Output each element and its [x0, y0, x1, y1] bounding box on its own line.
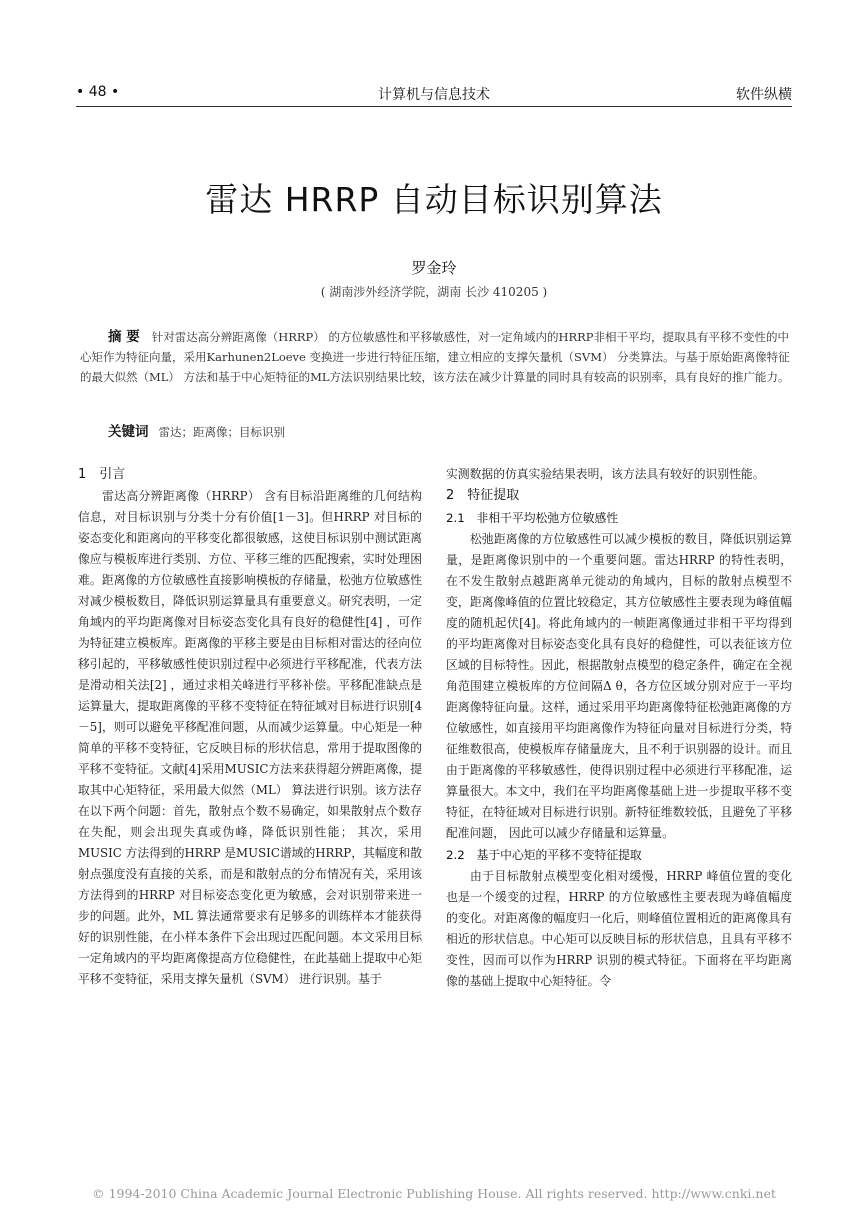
- left-column: [78, 464, 422, 990]
- abstract-label: 摘 要: [108, 329, 140, 345]
- subsection-2-1-text: 松弛距离像的方位敏感性可以减少模板的数目，降低识别运算量，是距离像识别中的一个重要问题。雷达HRRP 的特性表明，在不发生散射点越距离单元徙动的角域内，目标的散射点模型不变，距离像峰值的位置比较稳定，其方位敏感性主要表现为峰值幅度的随机起伏[4]。将此角域内的一帧距离像通过非相干平均得到的平均距离像对目标姿态变化具有良好的稳健性，可以表征该方位区域的目标特性。因此，根据散射点模型的稳定条件，确定在全视角范围建立模板库的方位间隔Δ θ，各方位区域分别对应于一平均距离像特征向量。这样，通过采用平均距离像特征松弛距离像的方位敏感性，如直接用平均距离像作为特征向量对目标进行分类，特征维数很高，使模板库存储量庞大，且不利于识别器的设计。而且由于距离像的平移敏感性，使得识别过程中必须进行平移配准，运算量很大。本文中，我们在平均距离像基础上进一步提取平移不变特征，在特征域对目标进行识别。新特征维数较低，且避免了平移配准问题， 因此可以减少存储量和运算量。: [446, 532, 792, 840]
- subsection-2-2-text: 由于目标散射点模型变化相对缓慢，HRRP 峰值位置的变化也是一个缓变的过程，HRRP 的方位敏感性主要表现为峰值幅度的变化。对距离像的幅度归一化后，则峰值位置相近的距离像具有相近的形状信息。中心矩可以反映目标的形状信息，且具有平移不变性，因而可以作为HRRP 识别的模式特征。下面将在平均距离像的基础上提取中心矩特征。令: [446, 869, 792, 988]
- affiliation: ( 湖南涉外经济学院，湖南 长沙 410205 ): [320, 285, 548, 299]
- paper-title: 雷达 HRRP 自动目标识别算法: [205, 180, 663, 219]
- abstract-text: 针对雷达高分辨距离像（HRRP） 的方位敏感性和平移敏感性，对一定角域内的HRRP非相干平均，提取具有平移不变性的中心矩作为特征向量，采用Karhunen2Loeve 变换进一步进行特征压缩，建立相应的支撑矢量机（SVM） 分类算法。与基于原始距离像特征的最大似然（ML） 方法和基于中心矩特征的ML方法识别结果比较，该方法在减少计算量的同时具有较高的识别率，具有良好的推广能力。: [80, 330, 790, 384]
- section-heading-intro: 1 引言: [78, 467, 126, 482]
- abstract: [80, 327, 792, 387]
- copyright-footer: © 1994-2010 China Academic Journal Electronic Publishing House. All rights reserved. http://www.cnki.net: [92, 1186, 776, 1201]
- section-heading-features: 2 特征提取: [446, 488, 520, 503]
- journal-name: 计算机与信息技术: [378, 87, 490, 103]
- section-name: 软件纵横: [736, 87, 792, 103]
- page-number: • 48 •: [76, 84, 120, 100]
- author: 罗金玲: [411, 259, 457, 277]
- intro-paragraph: 雷达高分辨距离像（HRRP） 含有目标沿距离维的几何结构信息，对目标识别与分类十分有价值[1－3]。但HRRP 对目标的姿态变化和距离向的平移变化都很敏感，这使目标识别中测试距离像应与模板库进行类别、方位、平移三维的匹配搜索，实时处理困难。距离像的方位敏感性直接影响模板的存储量，松弛方位敏感性对减少模板数目，降低识别运算量具有重要意义。研究表明，一定角域内的平均距离像对目标姿态变化具有良好的稳健性[4] ，可作为特征建立模板库。距离像的平移主要是由目标相对雷达的径向位移引起的，平移敏感性使识别过程中必须进行平移配准，代表方法是滑动相关法[2] ，通过求相关峰进行平移补偿。平移配准缺点是运算量大，提取距离像的平移不变特征在特征域对目标进行识别[4－5]，则可以避免平移配准问题，从而减少运算量。中心矩是一种简单的平移不变特征，它反映目标的形状信息，常用于提取图像的平移不变特征。文献[4]采用MUSIC方法来获得超分辨距离像，提取其中心矩特征，采用最大似然（ML） 算法进行识别。该方法存在以下两个问题：首先，散射点个数不易确定，如果散射点个数存在失配，则会出现失真或伪峰，降低识别性能； 其次，采用MUSIC 方法得到的HRRP 是MUSIC谱域的HRRP，其幅度和散射点强度没有直接的关系，而是和散射点的分布情况有关，采用该方法得到的HRRP 对目标姿态变化更为敏感，会对识别带来进一步的问题。此外，ML 算法通常要求有足够多的训练样本才能获得好的识别性能，在小样本条件下会出现过匹配问题。本文采用目标一定角域内的平均距离像提高方位稳健性，在此基础上提取中心矩平移不变特征，采用支撑矢量机（SVM） 进行识别。基于: [78, 489, 423, 986]
- right-column: [446, 464, 792, 992]
- intro-paragraph-continued: 实测数据的仿真实验结果表明，该方法具有较好的识别性能。: [446, 467, 765, 481]
- subsection-heading-2-1: 2.1 非相干平均松弛方位敏感性: [446, 511, 619, 525]
- keywords-text: 雷达；距离像；目标识别: [158, 425, 285, 439]
- subsection-heading-2-2: 2.2 基于中心矩的平移不变特征提取: [446, 848, 642, 862]
- keywords: [108, 420, 285, 440]
- header-rule: [76, 106, 792, 107]
- keywords-label: 关键词: [108, 424, 149, 440]
